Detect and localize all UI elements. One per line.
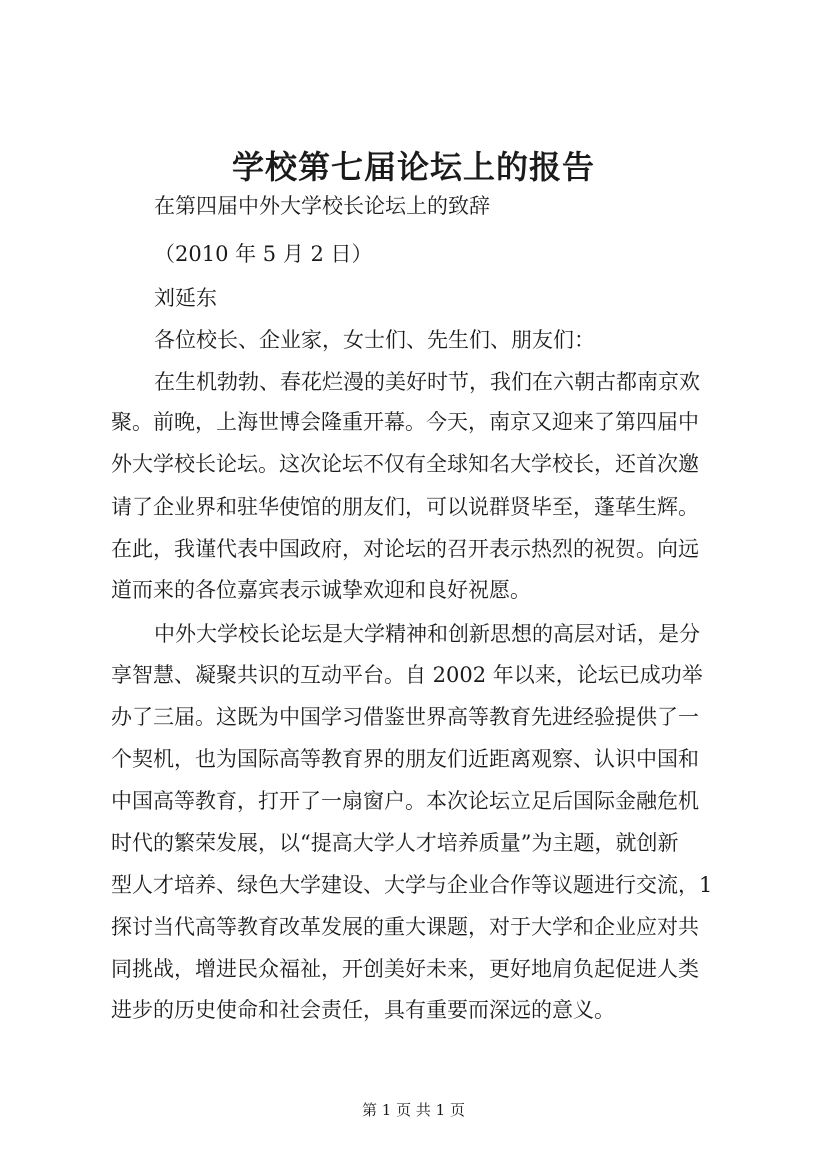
paragraph1-line: 在此，我谨代表中国政府，对论坛的召开表示热烈的祝贺。向远: [111, 537, 699, 561]
paragraph1-line: 请了企业界和驻华使馆的朋友们，可以说群贤毕至，蓬荜生辉。: [111, 495, 699, 519]
salutation: 各位校长、企业家，女士们、先生们、朋友们：: [154, 328, 595, 352]
author: 刘延东: [154, 286, 217, 310]
date-line: （2010 年 5 月 2 日）: [154, 242, 373, 266]
paragraph1-line: 聚。前晚，上海世博会隆重开幕。今天，南京又迎来了第四届中: [111, 410, 699, 434]
paragraph1-line: 在生机勃勃、春花烂漫的美好时节，我们在六朝古都南京欢: [154, 370, 700, 394]
paragraph2-line: 同挑战，增进民众福祉，开创美好未来，更好地肩负起促进人类: [111, 957, 699, 981]
paragraph2-line: 进步的历史使命和社会责任，具有重要而深远的意义。: [111, 998, 615, 1022]
paragraph2-line: 个契机，也为国际高等教育界的朋友们近距离观察、认识中国和: [111, 747, 699, 771]
paragraph1-line: 外大学校长论坛。这次论坛不仅有全球知名大学校长，还首次邀: [111, 452, 699, 476]
subtitle: 在第四届中外大学校长论坛上的致辞: [154, 194, 490, 218]
document-title: 学校第七届论坛上的报告: [231, 148, 595, 186]
page-footer: 第 1 页 共 1 页: [362, 1101, 465, 1119]
paragraph2-line: 中外大学校长论坛是大学精神和创新思想的高层对话，是分: [154, 622, 700, 646]
paragraph2-line: 享智慧、凝聚共识的互动平台。自 2002 年以来，论坛已成功举: [111, 663, 703, 687]
paragraph1-line: 道而来的各位嘉宾表示诚挚欢迎和良好祝愿。: [111, 578, 531, 602]
paragraph2-line: 办了三届。这既为中国学习借鉴世界高等教育先进经验提供了一: [111, 705, 699, 729]
paragraph2-line: 时代的繁荣发展，以“提高大学人才培养质量”为主题，就创新: [111, 831, 679, 855]
paragraph2-line: 中国高等教育，打开了一扇窗户。本次论坛立足后国际金融危机: [111, 789, 699, 813]
paragraph2-line: 型人才培养、绿色大学建设、大学与企业合作等议题进行交流，1: [111, 873, 713, 897]
paragraph2-line: 探讨当代高等教育改革发展的重大课题，对于大学和企业应对共: [111, 915, 699, 939]
